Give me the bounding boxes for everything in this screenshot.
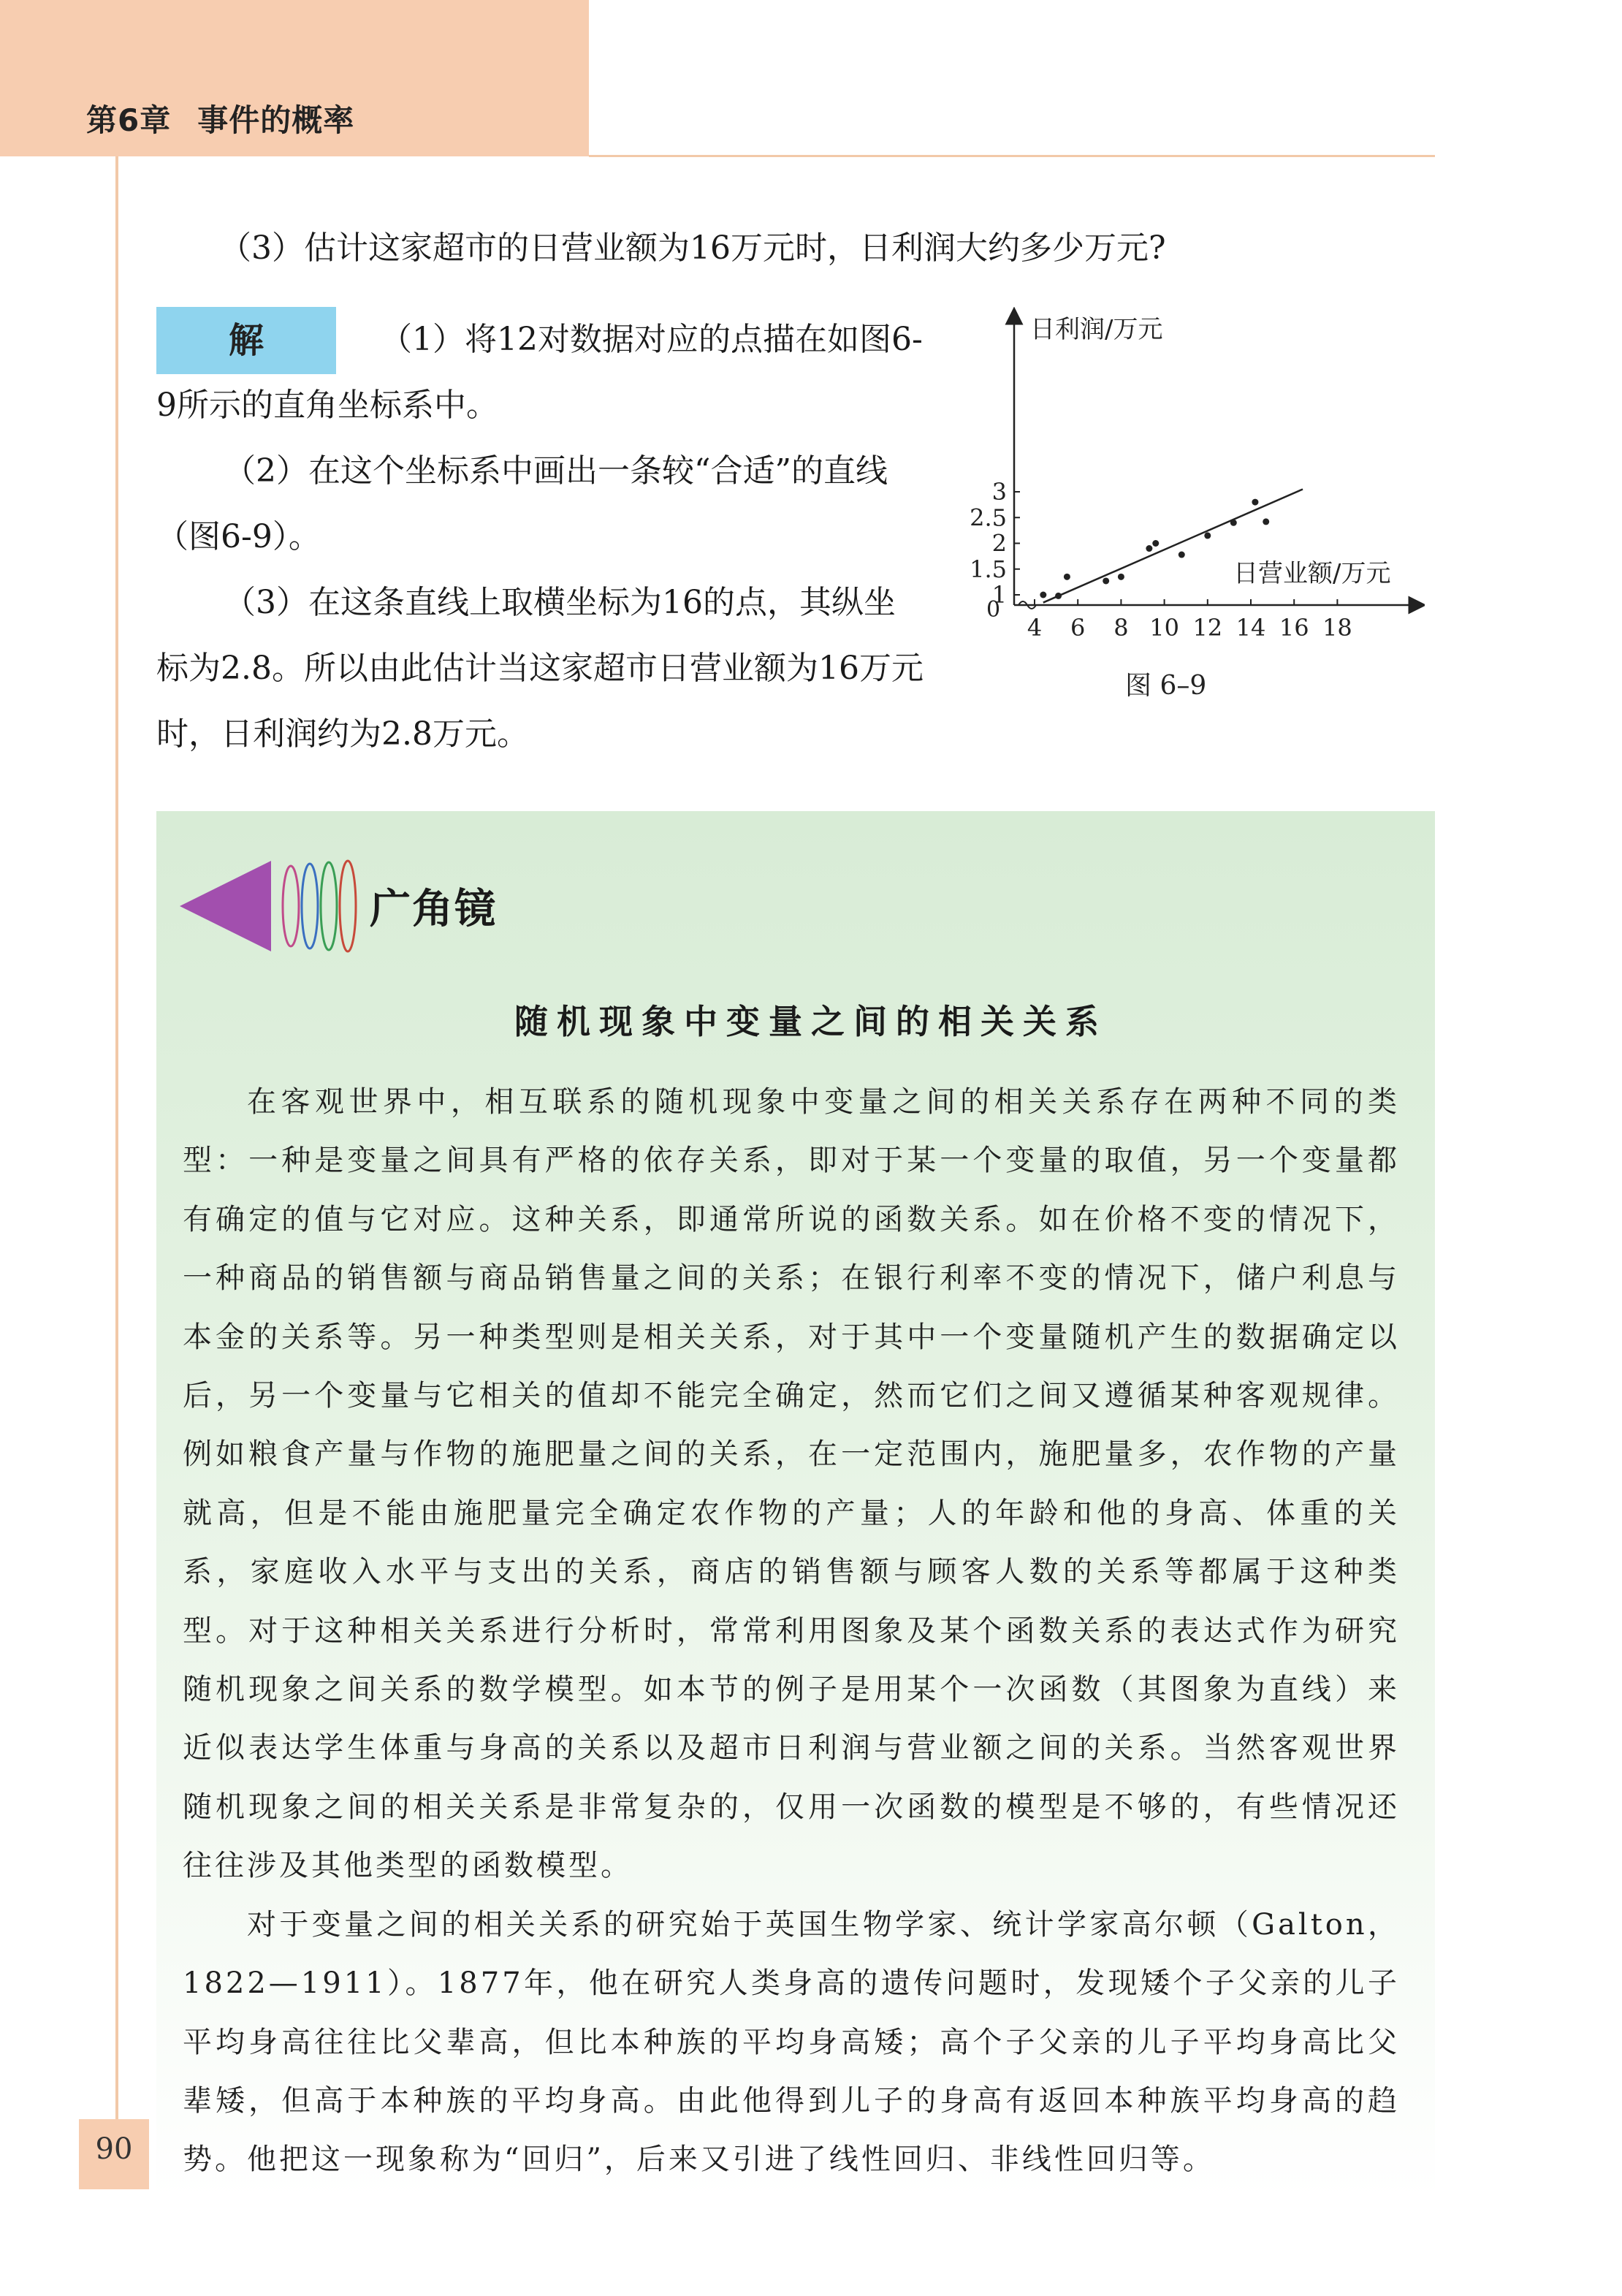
data-point [1252,499,1258,506]
article-title: 随机现象中变量之间的相关关系 [514,1002,1108,1041]
x-tick-label: 6 [1070,614,1086,642]
article-body [183,1073,1400,2189]
data-point [1152,540,1159,547]
y-tick-label: 3 [991,478,1007,506]
header-rule [589,155,1435,157]
origin-label: 0 [986,597,1001,623]
data-point [1263,518,1269,525]
y-tick-label: 1.5 [970,555,1007,583]
article-paragraph-1: 在客观世界中，相互联系的随机现象中变量之间的相关关系存在两种不同的类型：一种是变量之间具有严格的依存关系，即对于某一个变量的取值，另一个变量都有确定的值与它对应。这种关系，即通常所说的函数关系。如在价格不变的情况下，一种商品的销售额与商品销售量之间的关系；在银行利率不变的情况下，储户利息与本金的关系等。另一种类型则是相关关系，对于其中一个变量随机产生的数据确定以后，另一个变量与它相关的值却不能完全确定，然而它们之间又遵循某种客观规律。例如粮食产量与作物的施肥量之间的关系，在一定范围内，施肥量多，农作物的产量就高，但是不能由施肥量完全确定农作物的产量；人的年龄和他的身高、体重的关系，家庭收入水平与支出的关系，商店的销售额与顾客人数的关系等都属于这种类型。对于这种相关关系进行分析时，常常利用图象及某个函数关系的表达式作为研究随机现象之间关系的数学模型。如本节的例子是用某个一次函数（其图象为直线）来近似表达学生体重与身高的关系以及超市日利润与营业额之间的关系。当然客观世界随机现象之间的相关关系是非常复杂的，仅用一次函数的模型是不够的，有些情况还往往涉及其他类型的函数模型。 [183,1085,1400,1883]
data-point [1118,574,1124,580]
solution-badge: 解 [156,307,336,374]
margin-rule [115,156,118,2144]
y-tick-label: 2.5 [970,503,1007,532]
x-tick-label: 8 [1113,614,1129,642]
scatter-chart [957,307,1425,723]
x-tick-label: 4 [1027,614,1043,642]
y-tick-label: 1 [991,581,1007,609]
x-tick-label: 18 [1322,614,1352,642]
data-point [1204,532,1211,539]
solution-body [156,307,924,767]
wide-angle-title: 广角镜 [370,886,497,933]
solution-step-1: （1）将12对数据对应的点描在如图6-9所示的直角坐标系中。 [156,321,923,424]
x-tick-label: 16 [1279,614,1309,642]
article-paragraph-2: 对于变量之间的相关关系的研究始于英国生物学家、统计学家高尔顿（Galton，1822—1911）。1877年，他在研究人类身高的遗传问题时，发现矮个子父亲的儿子平均身高往往比父辈高，但比本种族的平均身高矮；高个子父亲的儿子平均身高比父辈矮，但高于本种族的平均身高。由此他得到儿子的身高有返回本种族平均身高的趋势。他把这一现象称为“回归”，后来又引进了线性回归、非线性回归等。 [183,1907,1400,2177]
chapter-heading [86,96,354,140]
chapter-number: 第6章 [86,102,172,138]
data-point [1064,574,1070,580]
page-number: 90 [95,2132,133,2166]
data-point [1040,592,1046,598]
x-tick-label: 14 [1235,614,1266,642]
data-point [1103,577,1109,584]
data-point [1055,593,1062,599]
x-tick-label: 12 [1192,614,1223,642]
data-point [1230,520,1237,526]
chapter-title: 事件的概率 [197,102,355,138]
solution-step-3: （3）在这条直线上取横坐标为16的点，其纵坐标为2.8。所以由此估计当这家超市日营业额为16万元时，日利润约为2.8万元。 [156,584,924,753]
y-axis-label: 日利润/万元 [1030,315,1163,344]
question-3: （3）估计这家超市的日营业额为16万元时，日利润大约多少万元? [219,229,1166,267]
solution-step-2: （2）在这个坐标系中画出一条较“合适”的直线（图6-9）。 [156,452,888,555]
figure-caption: 图 6–9 [1125,671,1207,701]
data-point [1179,552,1185,558]
x-tick-label: 10 [1149,614,1179,642]
x-axis-label: 日营业额/万元 [1233,559,1391,588]
y-tick-label: 2 [991,529,1007,558]
wide-angle-logo-icon [180,855,362,957]
data-point [1146,545,1152,552]
